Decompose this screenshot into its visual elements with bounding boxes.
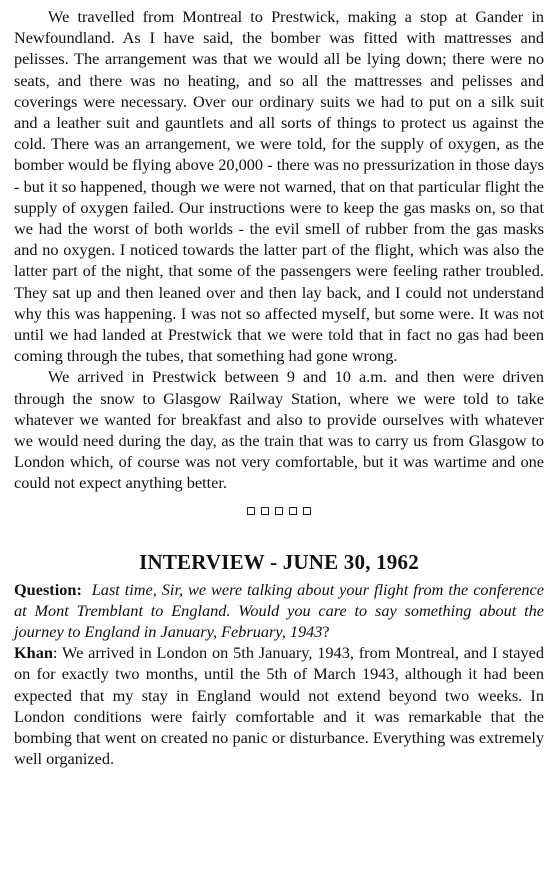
separator-square-icon xyxy=(247,507,255,515)
separator-square-icon xyxy=(303,507,311,515)
question-speaker: Question xyxy=(14,579,77,599)
interview-heading: INTERVIEW - JUNE 30, 1962 xyxy=(139,549,419,574)
interview-question xyxy=(14,579,544,643)
section-separator xyxy=(14,500,544,522)
interview-answer xyxy=(14,642,544,769)
answer-colon: : xyxy=(52,643,58,663)
separator-square-icon xyxy=(289,507,297,515)
narrative-paragraph-2: We arrived in Prestwick between 9 and 10 a.m. and then were driven through the snow to Glasgow Railway Station, where we were told to take whatever we wanted for breakfast and also to provide ourselves with whatever we would need during the day, as the train that was to carry us from Glasgow to London which, of course was not very comfortable, but it was wartime and one could not expect anything better. xyxy=(14,367,544,493)
answer-speaker: Khan xyxy=(14,643,53,663)
document-page xyxy=(14,6,544,770)
question-end-mark: ? xyxy=(322,622,330,642)
question-colon: : xyxy=(76,579,82,599)
separator-square-icon xyxy=(261,507,269,515)
narrative-paragraph-1: We travelled from Montreal to Prestwick, making a stop at Gander in Newfoundland. As I have said, the bomber was fitted with mattresses and pelisses. The arrangement was that we would all be lying down; there were no seats, and there was no heating, and so all the mattresses and pelisses and coverings were necessary. Over our ordinary suits we had to put on a silk suit and a leather suit and gauntlets and all sorts of things to protect us against the cold. There was an arrangement, we were told, for the supply of oxygen, as the bomber would be flying above 20,000 - there was no pressurization in those days - but it so happened, though we were not warned, that on that particular flight the supply of oxygen failed. Our instructions were to keep the gas masks on, so that we had the worst of both worlds - the evil smell of rubber from the gas masks and no oxygen. I noticed towards the latter part of the flight, which was also the latter part of the night, that some of the passengers were feeling rather troubled. They sat up and then leaned over and then lay back, and I could not understand why this was happening. I was not so affected myself, but some were. It was not until we had landed at Prestwick that we were told that in fact no gas had been coming through the tubes, that something had gone wrong. xyxy=(14,7,544,366)
separator-square-icon xyxy=(275,507,283,515)
question-text: Last time, Sir, we were talking about your flight from the conference at Mont Tremblant to England. Would you care to say something about the journey to England in January, February, 1943 xyxy=(14,579,545,642)
answer-text: We arrived in London on 5th January, 1943, from Montreal, and I stayed on for exactly two months, until the 5th of March 1943, although it had been expected that my stay in England would not extend beyond two weeks. In London conditions were fairly comfortable and it was remarkable that the bombing that went on created no panic or disturbance. Everything was extremely well organized. xyxy=(14,643,544,769)
